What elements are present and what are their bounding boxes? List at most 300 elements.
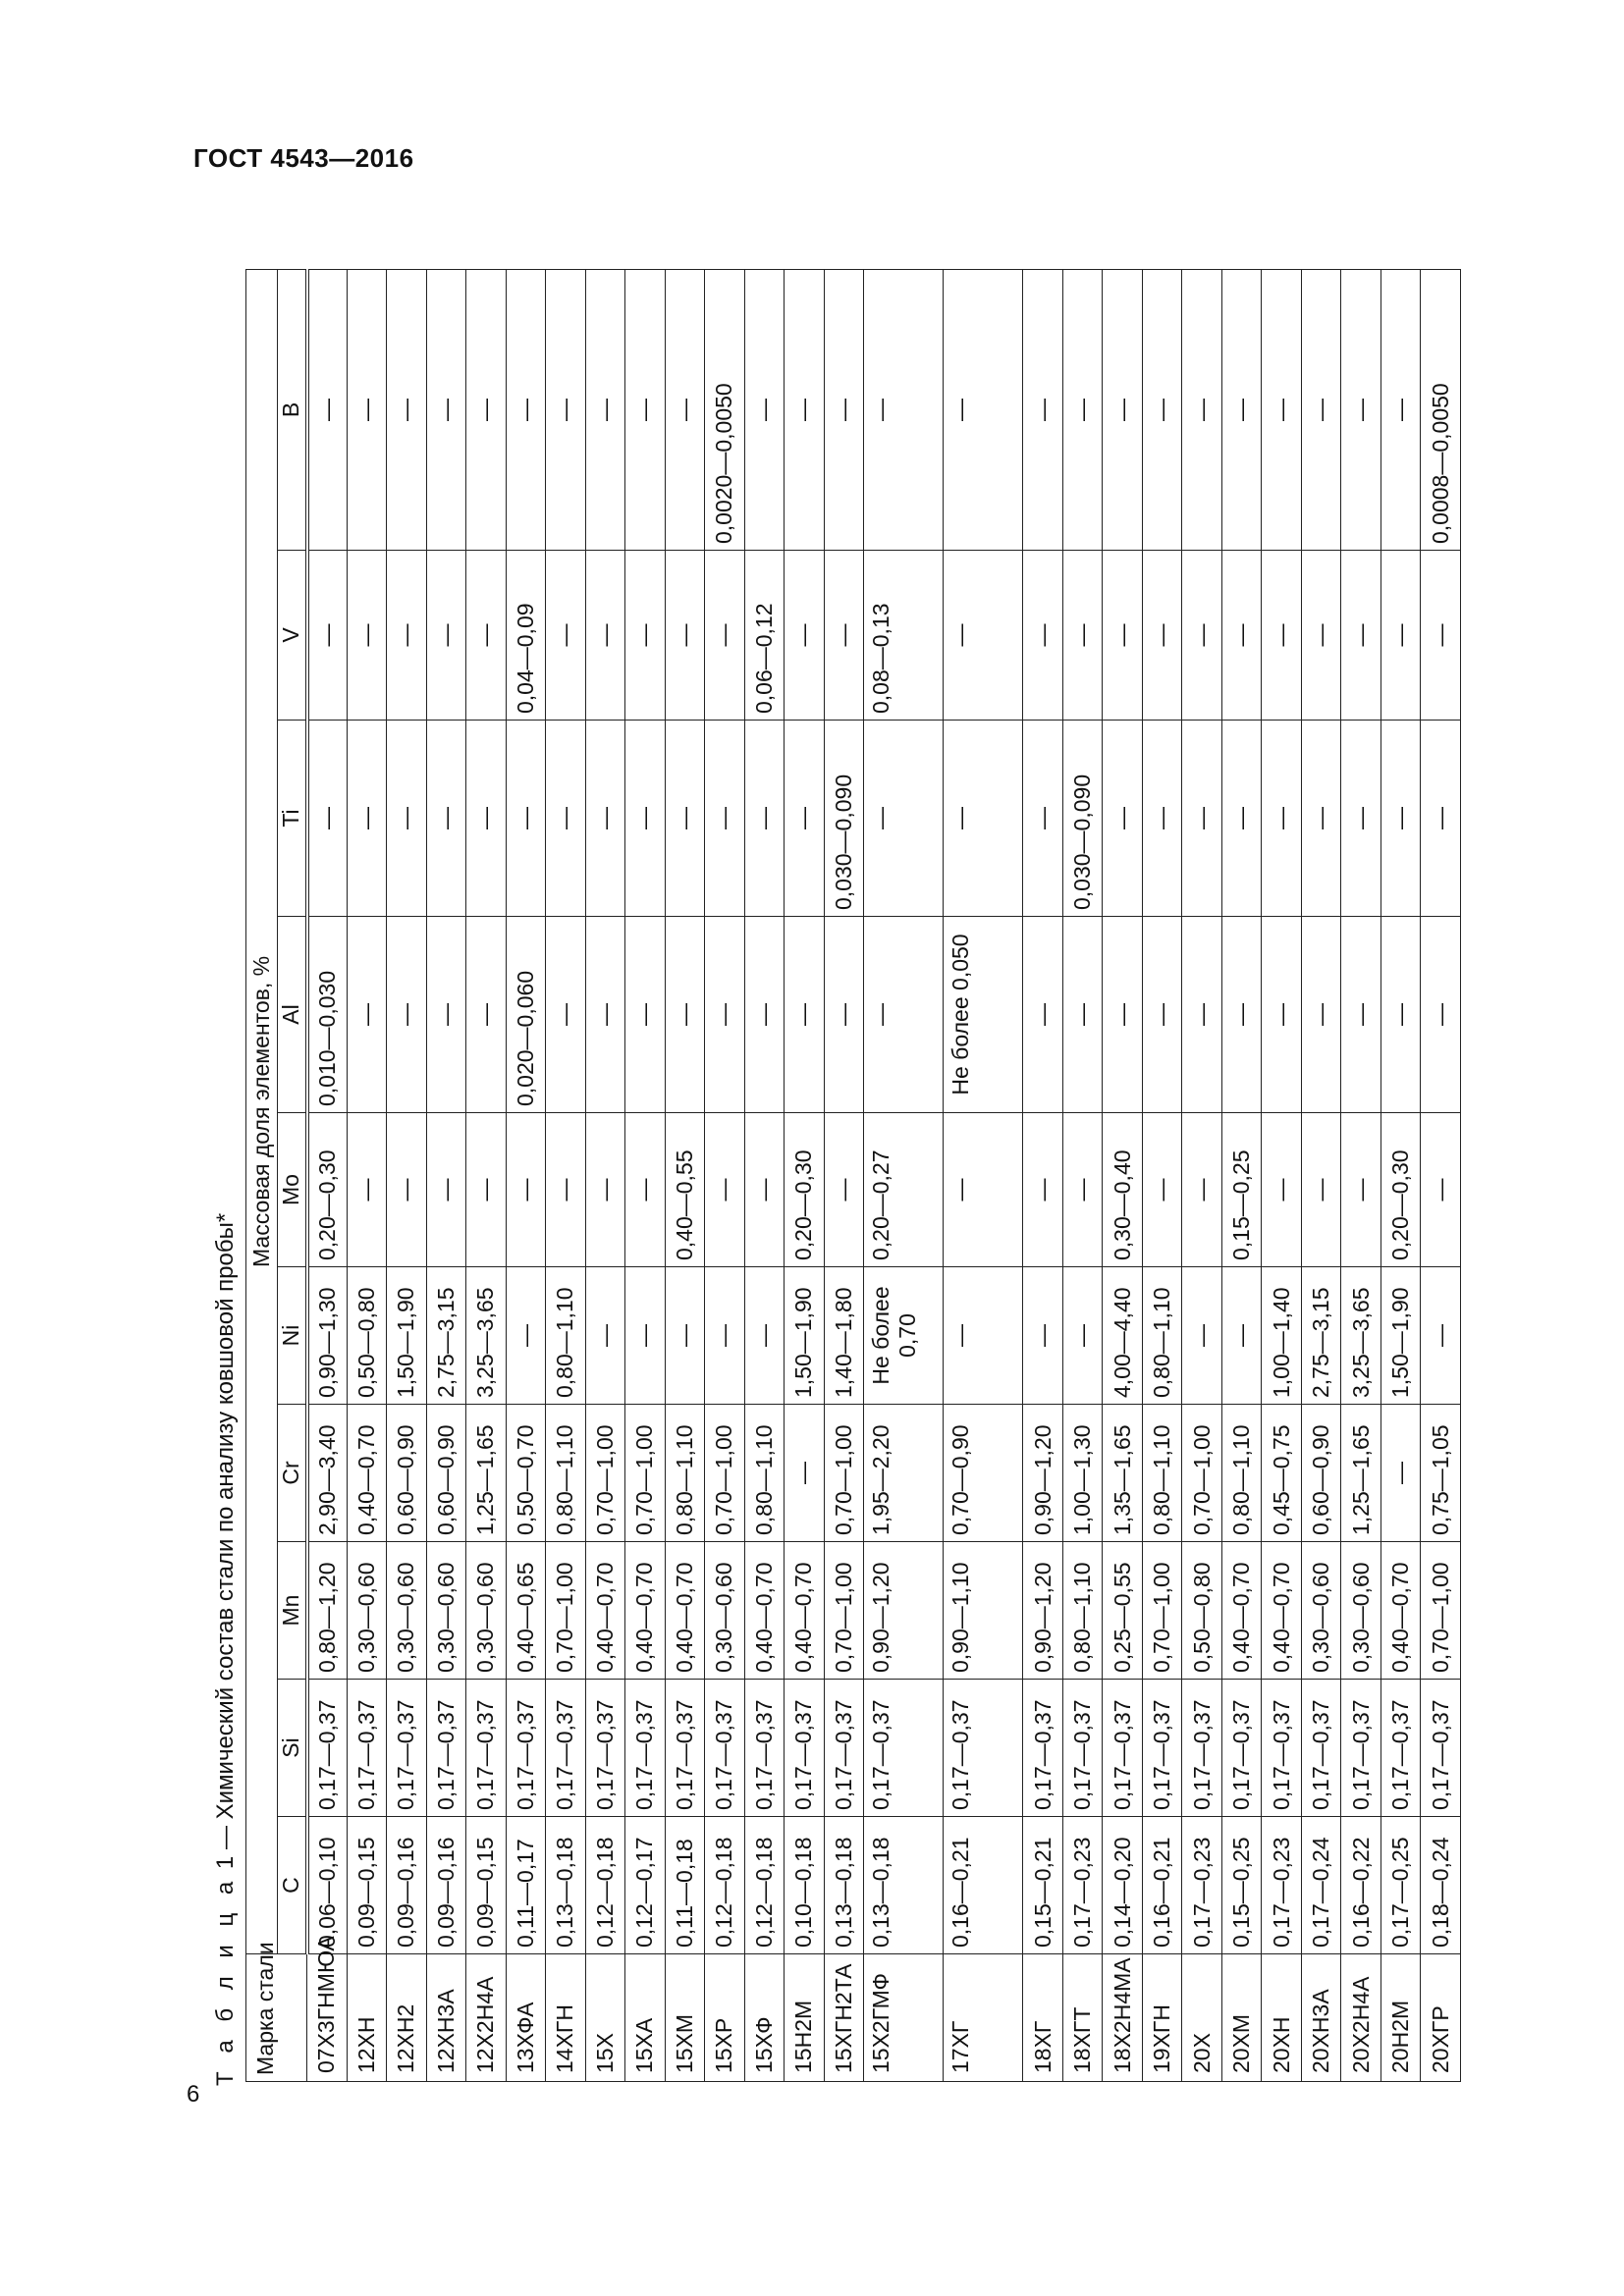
cell-si: 0,17—0,37 bbox=[1103, 1680, 1143, 1817]
cell-al: — bbox=[1341, 917, 1381, 1113]
cell-mn: 0,30—0,60 bbox=[1301, 1542, 1341, 1680]
steel-grade-cell: 18ХГТ bbox=[1062, 1954, 1103, 2082]
cell-ti: — bbox=[1341, 721, 1381, 917]
steel-grade-cell: 15ХМ bbox=[665, 1954, 705, 2082]
cell-si: 0,17—0,37 bbox=[585, 1680, 625, 1817]
cell-mo: 0,20—0,30 bbox=[1380, 1113, 1421, 1267]
cell-v: — bbox=[1341, 551, 1381, 721]
cell-ni: 4,00—4,40 bbox=[1103, 1267, 1143, 1405]
cell-ti: — bbox=[1103, 721, 1143, 917]
cell-ti: — bbox=[1262, 721, 1302, 917]
cell-al: — bbox=[1182, 917, 1222, 1113]
cell-si: 0,17—0,37 bbox=[944, 1680, 1023, 1817]
cell-v: — bbox=[1182, 551, 1222, 721]
cell-mo: — bbox=[426, 1113, 466, 1267]
cell-mo: — bbox=[1262, 1113, 1302, 1267]
cell-ni: — bbox=[1421, 1267, 1461, 1405]
cell-al: — bbox=[824, 917, 864, 1113]
grade-column-header: Марка стали bbox=[246, 1954, 307, 2082]
cell-mn: 0,40—0,70 bbox=[665, 1542, 705, 1680]
cell-c: 0,09—0,16 bbox=[387, 1817, 427, 1954]
table-row bbox=[824, 269, 864, 2081]
cell-ti: 0,030—0,090 bbox=[824, 721, 864, 917]
steel-grade-cell: 20ХМ bbox=[1221, 1954, 1262, 2082]
cell-c: 0,10—0,18 bbox=[785, 1817, 825, 1954]
cell-cr: 1,00—1,30 bbox=[1062, 1405, 1103, 1542]
cell-v: — bbox=[625, 551, 666, 721]
cell-mo: — bbox=[625, 1113, 666, 1267]
steel-grade-cell: 20ХН3А bbox=[1301, 1954, 1341, 2082]
table-row bbox=[1023, 269, 1063, 2081]
cell-cr: 0,70—1,00 bbox=[705, 1405, 745, 1542]
steel-grade-cell: 20Х2Н4А bbox=[1341, 1954, 1381, 2082]
cell-b: — bbox=[1023, 269, 1063, 550]
cell-ti: — bbox=[1142, 721, 1182, 917]
cell-ti: — bbox=[1221, 721, 1262, 917]
cell-ti: — bbox=[1023, 721, 1063, 917]
cell-c: 0,17—0,23 bbox=[1062, 1817, 1103, 1954]
table-row bbox=[1221, 269, 1262, 2081]
cell-ti: — bbox=[625, 721, 666, 917]
cell-al: — bbox=[546, 917, 586, 1113]
cell-c: 0,12—0,18 bbox=[705, 1817, 745, 1954]
cell-si: 0,17—0,37 bbox=[1262, 1680, 1302, 1817]
cell-ni: — bbox=[1221, 1267, 1262, 1405]
cell-mn: 0,30—0,60 bbox=[426, 1542, 466, 1680]
rotated-table-block bbox=[206, 221, 1483, 2086]
cell-v: — bbox=[1142, 551, 1182, 721]
cell-mn: 0,40—0,70 bbox=[1380, 1542, 1421, 1680]
cell-mn: 0,30—0,60 bbox=[1341, 1542, 1381, 1680]
cell-ni: — bbox=[944, 1267, 1023, 1405]
table-row bbox=[1062, 269, 1103, 2081]
cell-c: 0,12—0,18 bbox=[744, 1817, 785, 1954]
cell-c: 0,17—0,24 bbox=[1301, 1817, 1341, 1954]
cell-mo: — bbox=[1023, 1113, 1063, 1267]
cell-v: 0,04—0,09 bbox=[506, 551, 546, 721]
cell-mo: — bbox=[1062, 1113, 1103, 1267]
steel-grade-cell: 12ХН bbox=[347, 1954, 387, 2082]
cell-ni: 2,75—3,15 bbox=[1301, 1267, 1341, 1405]
cell-si: 0,17—0,37 bbox=[744, 1680, 785, 1817]
mass-fraction-header: Массовая доля элементов, % bbox=[246, 269, 278, 1953]
cell-mo: 0,40—0,55 bbox=[665, 1113, 705, 1267]
column-header-v: V bbox=[278, 551, 307, 721]
cell-ti: — bbox=[1301, 721, 1341, 917]
cell-c: 0,16—0,21 bbox=[1142, 1817, 1182, 1954]
cell-mn: 0,25—0,55 bbox=[1103, 1542, 1143, 1680]
cell-v: — bbox=[585, 551, 625, 721]
cell-si: 0,17—0,37 bbox=[1182, 1680, 1222, 1817]
cell-mo: — bbox=[744, 1113, 785, 1267]
cell-mo: — bbox=[1301, 1113, 1341, 1267]
cell-b: — bbox=[785, 269, 825, 550]
cell-b: — bbox=[944, 269, 1023, 550]
page-number: 6 bbox=[187, 2081, 200, 2108]
cell-v: — bbox=[705, 551, 745, 721]
cell-c: 0,06—0,10 bbox=[307, 1817, 348, 1954]
cell-si: 0,17—0,37 bbox=[665, 1680, 705, 1817]
cell-cr: 1,35—1,65 bbox=[1103, 1405, 1143, 1542]
steel-grade-cell: 15ХФ bbox=[744, 1954, 785, 2082]
cell-mn: 0,30—0,60 bbox=[705, 1542, 745, 1680]
cell-al: — bbox=[1062, 917, 1103, 1113]
cell-v: — bbox=[466, 551, 507, 721]
cell-al: — bbox=[864, 917, 944, 1113]
cell-c: 0,11—0,18 bbox=[665, 1817, 705, 1954]
cell-ni: 2,75—3,15 bbox=[426, 1267, 466, 1405]
cell-ti: 0,030—0,090 bbox=[1062, 721, 1103, 917]
cell-ni: 3,25—3,65 bbox=[1341, 1267, 1381, 1405]
cell-ti: — bbox=[1421, 721, 1461, 917]
cell-si: 0,17—0,37 bbox=[1142, 1680, 1182, 1817]
cell-ni: 0,80—1,10 bbox=[546, 1267, 586, 1405]
cell-ni: Не более 0,70 bbox=[864, 1267, 944, 1405]
cell-ti: — bbox=[307, 721, 348, 917]
cell-b: — bbox=[307, 269, 348, 550]
table-row bbox=[1103, 269, 1143, 2081]
cell-cr: 0,80—1,10 bbox=[744, 1405, 785, 1542]
steel-grade-cell: 15ХА bbox=[625, 1954, 666, 2082]
table-row bbox=[1421, 269, 1461, 2081]
cell-cr: 0,60—0,90 bbox=[387, 1405, 427, 1542]
cell-cr: 0,70—1,00 bbox=[625, 1405, 666, 1542]
cell-b: — bbox=[426, 269, 466, 550]
composition-table bbox=[245, 269, 1461, 2082]
cell-ni: — bbox=[585, 1267, 625, 1405]
cell-v: — bbox=[546, 551, 586, 721]
cell-si: 0,17—0,37 bbox=[347, 1680, 387, 1817]
cell-si: 0,17—0,37 bbox=[864, 1680, 944, 1817]
cell-v: — bbox=[1103, 551, 1143, 721]
cell-al: — bbox=[1380, 917, 1421, 1113]
column-header-al: Al bbox=[278, 917, 307, 1113]
cell-al: — bbox=[426, 917, 466, 1113]
steel-grade-cell: 18Х2Н4МА bbox=[1103, 1954, 1143, 2082]
cell-ti: — bbox=[426, 721, 466, 917]
table-row bbox=[546, 269, 586, 2081]
cell-v: 0,06—0,12 bbox=[744, 551, 785, 721]
table-caption-number: 1 bbox=[212, 1855, 239, 1870]
steel-grade-cell: 15Х2ГМФ bbox=[864, 1954, 944, 2082]
cell-si: 0,17—0,37 bbox=[1341, 1680, 1381, 1817]
table-row bbox=[1262, 269, 1302, 2081]
cell-mn: 0,70—1,00 bbox=[1142, 1542, 1182, 1680]
cell-ni: 1,50—1,90 bbox=[785, 1267, 825, 1405]
cell-si: 0,17—0,37 bbox=[1221, 1680, 1262, 1817]
cell-ti: — bbox=[347, 721, 387, 917]
cell-ni: 1,00—1,40 bbox=[1262, 1267, 1302, 1405]
cell-cr: 1,25—1,65 bbox=[466, 1405, 507, 1542]
cell-b: — bbox=[1062, 269, 1103, 550]
cell-ni: 1,50—1,90 bbox=[1380, 1267, 1421, 1405]
cell-mo: — bbox=[705, 1113, 745, 1267]
table-row bbox=[944, 269, 1023, 2081]
cell-c: 0,16—0,22 bbox=[1341, 1817, 1381, 1954]
steel-grade-cell: 15ХГН2ТА bbox=[824, 1954, 864, 2082]
cell-mo: — bbox=[1421, 1113, 1461, 1267]
cell-ni: — bbox=[506, 1267, 546, 1405]
cell-ti: — bbox=[387, 721, 427, 917]
cell-c: 0,17—0,25 bbox=[1380, 1817, 1421, 1954]
cell-mn: 0,40—0,70 bbox=[585, 1542, 625, 1680]
table-caption-text: — Химический состав стали по анализу ковшовой пробы* bbox=[212, 1212, 239, 1850]
cell-al: — bbox=[466, 917, 507, 1113]
table-row bbox=[506, 269, 546, 2081]
cell-mo: — bbox=[585, 1113, 625, 1267]
cell-c: 0,18—0,24 bbox=[1421, 1817, 1461, 1954]
cell-ti: — bbox=[546, 721, 586, 917]
cell-c: 0,14—0,20 bbox=[1103, 1817, 1143, 1954]
cell-mn: 0,30—0,60 bbox=[347, 1542, 387, 1680]
cell-si: 0,17—0,37 bbox=[466, 1680, 507, 1817]
cell-c: 0,12—0,18 bbox=[585, 1817, 625, 1954]
table-row bbox=[1301, 269, 1341, 2081]
cell-c: 0,09—0,16 bbox=[426, 1817, 466, 1954]
cell-cr: 0,50—0,70 bbox=[506, 1405, 546, 1542]
cell-al: — bbox=[1103, 917, 1143, 1113]
steel-grade-cell: 15Х bbox=[585, 1954, 625, 2082]
cell-v: — bbox=[1421, 551, 1461, 721]
cell-v: — bbox=[824, 551, 864, 721]
cell-cr: 0,40—0,70 bbox=[347, 1405, 387, 1542]
cell-v: — bbox=[1380, 551, 1421, 721]
cell-si: 0,17—0,37 bbox=[785, 1680, 825, 1817]
column-header-mn: Mn bbox=[278, 1542, 307, 1680]
cell-b: 0,0008—0,0050 bbox=[1421, 269, 1461, 550]
cell-si: 0,17—0,37 bbox=[1023, 1680, 1063, 1817]
cell-ti: — bbox=[785, 721, 825, 917]
cell-ti: — bbox=[1380, 721, 1421, 917]
cell-ni: — bbox=[744, 1267, 785, 1405]
cell-si: 0,17—0,37 bbox=[1301, 1680, 1341, 1817]
cell-mn: 0,70—1,00 bbox=[546, 1542, 586, 1680]
cell-si: 0,17—0,37 bbox=[307, 1680, 348, 1817]
table-row bbox=[1142, 269, 1182, 2081]
cell-cr: 0,80—1,10 bbox=[665, 1405, 705, 1542]
cell-ni: — bbox=[665, 1267, 705, 1405]
cell-v: — bbox=[1301, 551, 1341, 721]
cell-mn: 0,80—1,20 bbox=[307, 1542, 348, 1680]
cell-si: 0,17—0,37 bbox=[546, 1680, 586, 1817]
cell-b: — bbox=[387, 269, 427, 550]
steel-grade-cell: 07Х3ГНМЮА bbox=[307, 1954, 348, 2082]
column-header-ni: Ni bbox=[278, 1267, 307, 1405]
cell-cr: — bbox=[1380, 1405, 1421, 1542]
cell-ti: — bbox=[864, 721, 944, 917]
cell-mo: — bbox=[546, 1113, 586, 1267]
cell-b: — bbox=[1221, 269, 1262, 550]
cell-ni: 1,40—1,80 bbox=[824, 1267, 864, 1405]
cell-mo: — bbox=[1182, 1113, 1222, 1267]
cell-mo: — bbox=[347, 1113, 387, 1267]
cell-al: — bbox=[1421, 917, 1461, 1113]
cell-mn: 0,70—1,00 bbox=[824, 1542, 864, 1680]
table-row bbox=[864, 269, 944, 2081]
cell-mn: 0,80—1,10 bbox=[1062, 1542, 1103, 1680]
table-row bbox=[307, 269, 348, 2081]
cell-b: — bbox=[585, 269, 625, 550]
cell-cr: 0,80—1,10 bbox=[1142, 1405, 1182, 1542]
cell-cr: 0,80—1,10 bbox=[1221, 1405, 1262, 1542]
cell-cr: 0,45—0,75 bbox=[1262, 1405, 1302, 1542]
table-row bbox=[1182, 269, 1222, 2081]
steel-grade-cell: 20Н2М bbox=[1380, 1954, 1421, 2082]
cell-cr: 2,90—3,40 bbox=[307, 1405, 348, 1542]
standard-header: ГОСТ 4543—2016 bbox=[193, 143, 414, 173]
cell-b: — bbox=[546, 269, 586, 550]
cell-al: — bbox=[785, 917, 825, 1113]
column-header-c: C bbox=[278, 1817, 307, 1954]
cell-cr: 0,90—1,20 bbox=[1023, 1405, 1063, 1542]
column-header-ti: Ti bbox=[278, 721, 307, 917]
cell-si: 0,17—0,37 bbox=[1380, 1680, 1421, 1817]
steel-grade-cell: 12Х2Н4А bbox=[466, 1954, 507, 2082]
column-header-mo: Mo bbox=[278, 1113, 307, 1267]
cell-ni: 0,90—1,30 bbox=[307, 1267, 348, 1405]
cell-mo: — bbox=[944, 1113, 1023, 1267]
cell-ti: — bbox=[466, 721, 507, 917]
cell-mn: 0,90—1,20 bbox=[1023, 1542, 1063, 1680]
cell-cr: 0,60—0,90 bbox=[426, 1405, 466, 1542]
cell-al: 0,020—0,060 bbox=[506, 917, 546, 1113]
cell-b: — bbox=[506, 269, 546, 550]
cell-c: 0,15—0,25 bbox=[1221, 1817, 1262, 1954]
cell-ti: — bbox=[506, 721, 546, 917]
steel-grade-cell: 19ХГН bbox=[1142, 1954, 1182, 2082]
cell-ni: 0,80—1,10 bbox=[1142, 1267, 1182, 1405]
cell-mn: 0,90—1,20 bbox=[864, 1542, 944, 1680]
table-row bbox=[426, 269, 466, 2081]
steel-grade-cell: 15ХР bbox=[705, 1954, 745, 2082]
cell-c: 0,15—0,21 bbox=[1023, 1817, 1063, 1954]
cell-b: — bbox=[824, 269, 864, 550]
table-row bbox=[1341, 269, 1381, 2081]
cell-si: 0,17—0,37 bbox=[506, 1680, 546, 1817]
steel-grade-cell: 13ХФА bbox=[506, 1954, 546, 2082]
cell-v: — bbox=[944, 551, 1023, 721]
cell-mo: 0,15—0,25 bbox=[1221, 1113, 1262, 1267]
cell-v: 0,08—0,13 bbox=[864, 551, 944, 721]
cell-al: — bbox=[1262, 917, 1302, 1113]
cell-mn: 0,40—0,70 bbox=[1262, 1542, 1302, 1680]
cell-ti: — bbox=[744, 721, 785, 917]
cell-b: — bbox=[1182, 269, 1222, 550]
cell-v: — bbox=[426, 551, 466, 721]
cell-ni: — bbox=[705, 1267, 745, 1405]
cell-ni: — bbox=[625, 1267, 666, 1405]
cell-cr: 0,80—1,10 bbox=[546, 1405, 586, 1542]
cell-b: — bbox=[665, 269, 705, 550]
cell-ni: — bbox=[1062, 1267, 1103, 1405]
cell-al: — bbox=[1142, 917, 1182, 1113]
cell-ni: 1,50—1,90 bbox=[387, 1267, 427, 1405]
cell-v: — bbox=[387, 551, 427, 721]
cell-al: — bbox=[665, 917, 705, 1113]
cell-al: — bbox=[744, 917, 785, 1113]
cell-mn: 0,50—0,80 bbox=[1182, 1542, 1222, 1680]
steel-grade-cell: 20ХН bbox=[1262, 1954, 1302, 2082]
table-caption-prefix: Т а б л и ц а bbox=[212, 1875, 239, 2086]
cell-ti: — bbox=[705, 721, 745, 917]
cell-v: — bbox=[307, 551, 348, 721]
cell-si: 0,17—0,37 bbox=[426, 1680, 466, 1817]
column-header-b: B bbox=[278, 269, 307, 550]
cell-cr: 0,70—0,90 bbox=[944, 1405, 1023, 1542]
cell-mo: 0,30—0,40 bbox=[1103, 1113, 1143, 1267]
cell-al: — bbox=[1221, 917, 1262, 1113]
cell-mo: — bbox=[1142, 1113, 1182, 1267]
table-row bbox=[785, 269, 825, 2081]
column-header-cr: Cr bbox=[278, 1405, 307, 1542]
cell-cr: 0,70—1,00 bbox=[585, 1405, 625, 1542]
cell-cr: 0,70—1,00 bbox=[1182, 1405, 1222, 1542]
cell-si: 0,17—0,37 bbox=[705, 1680, 745, 1817]
cell-c: 0,13—0,18 bbox=[546, 1817, 586, 1954]
cell-mo: — bbox=[387, 1113, 427, 1267]
cell-c: 0,16—0,21 bbox=[944, 1817, 1023, 1954]
cell-ni: — bbox=[1182, 1267, 1222, 1405]
cell-v: — bbox=[1062, 551, 1103, 721]
cell-v: — bbox=[665, 551, 705, 721]
cell-b: — bbox=[1301, 269, 1341, 550]
table-row bbox=[387, 269, 427, 2081]
cell-b: — bbox=[744, 269, 785, 550]
cell-mo: — bbox=[506, 1113, 546, 1267]
cell-mn: 0,30—0,60 bbox=[466, 1542, 507, 1680]
cell-ti: — bbox=[665, 721, 705, 917]
cell-mn: 0,40—0,70 bbox=[1221, 1542, 1262, 1680]
cell-v: — bbox=[1262, 551, 1302, 721]
cell-b: — bbox=[625, 269, 666, 550]
cell-c: 0,17—0,23 bbox=[1182, 1817, 1222, 1954]
cell-si: 0,17—0,37 bbox=[1421, 1680, 1461, 1817]
cell-cr: 0,70—1,00 bbox=[824, 1405, 864, 1542]
cell-mo: — bbox=[466, 1113, 507, 1267]
cell-mn: 0,90—1,10 bbox=[944, 1542, 1023, 1680]
cell-mo: 0,20—0,30 bbox=[785, 1113, 825, 1267]
cell-cr: — bbox=[785, 1405, 825, 1542]
steel-grade-cell: 20ХГР bbox=[1421, 1954, 1461, 2082]
cell-al: — bbox=[347, 917, 387, 1113]
cell-v: — bbox=[347, 551, 387, 721]
cell-v: — bbox=[1023, 551, 1063, 721]
steel-grade-cell: 18ХГ bbox=[1023, 1954, 1063, 2082]
cell-b: — bbox=[1262, 269, 1302, 550]
table-row bbox=[347, 269, 387, 2081]
cell-b: — bbox=[1142, 269, 1182, 550]
steel-grade-cell: 12ХН3А bbox=[426, 1954, 466, 2082]
cell-ni: 0,50—0,80 bbox=[347, 1267, 387, 1405]
steel-grade-cell: 17ХГ bbox=[944, 1954, 1023, 2082]
cell-mo: 0,20—0,30 bbox=[307, 1113, 348, 1267]
cell-mn: 0,40—0,70 bbox=[744, 1542, 785, 1680]
cell-al: — bbox=[625, 917, 666, 1113]
cell-si: 0,17—0,37 bbox=[625, 1680, 666, 1817]
table-row bbox=[705, 269, 745, 2081]
cell-al: — bbox=[387, 917, 427, 1113]
cell-al: — bbox=[1023, 917, 1063, 1113]
cell-b: — bbox=[466, 269, 507, 550]
table-row bbox=[1380, 269, 1421, 2081]
cell-b: — bbox=[864, 269, 944, 550]
table-row bbox=[665, 269, 705, 2081]
cell-b: — bbox=[1341, 269, 1381, 550]
cell-c: 0,09—0,15 bbox=[347, 1817, 387, 1954]
cell-cr: 0,60—0,90 bbox=[1301, 1405, 1341, 1542]
cell-cr: 1,25—1,65 bbox=[1341, 1405, 1381, 1542]
cell-mn: 0,40—0,70 bbox=[785, 1542, 825, 1680]
